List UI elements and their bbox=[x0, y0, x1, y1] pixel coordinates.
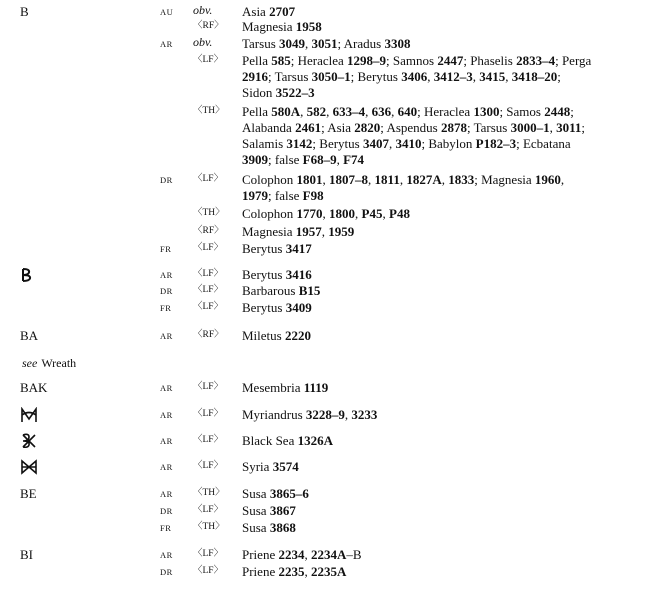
type-code: 〈RF〉 bbox=[193, 330, 224, 340]
type-code: 〈TH〉 bbox=[193, 488, 225, 498]
type-code: 〈LF〉 bbox=[193, 382, 224, 392]
entry-heading: B bbox=[20, 4, 29, 19]
entry-references: Berytus 3417 bbox=[242, 241, 312, 256]
entry-references: Miletus 2220 bbox=[242, 328, 311, 343]
type-code: 〈LF〉 bbox=[193, 55, 224, 65]
see-reference bbox=[22, 356, 76, 371]
mono-2-monogram-icon bbox=[20, 433, 38, 449]
see-label: see bbox=[22, 356, 38, 370]
entry-references: Alabanda 2461; Asia 2820; Aspendus 2878; Tarsus 3000–1, 3011; bbox=[242, 120, 586, 135]
type-code: 〈TH〉 bbox=[193, 106, 225, 116]
type-code: 〈LF〉 bbox=[193, 409, 224, 419]
metal-code: AR bbox=[160, 331, 173, 341]
entry-references: Priene 2234, 2234A–B bbox=[242, 547, 362, 562]
entry-references: 2916; Tarsus 3050–1; Berytus 3406, 3412–3, 3415, 3418–20; bbox=[242, 69, 561, 84]
metal-code: DR bbox=[160, 506, 173, 516]
entry-references: Pella 585; Heraclea 1298–9; Samnos 2447; Phaselis 2833–4; Perga bbox=[242, 53, 592, 68]
entry-references: Magnesia 1957, 1959 bbox=[242, 224, 355, 239]
type-code: 〈TH〉 bbox=[193, 208, 225, 218]
entry-references: Priene 2235, 2235A bbox=[242, 564, 347, 579]
entry-references: Susa 3867 bbox=[242, 503, 296, 518]
entry-references: Pella 580A, 582, 633–4, 636, 640; Heraclea 1300; Samos 2448; bbox=[242, 104, 574, 119]
entry-references: 1979; false F98 bbox=[242, 188, 324, 203]
metal-code: DR bbox=[160, 286, 173, 296]
see-target: Wreath bbox=[41, 356, 77, 370]
metal-code: AR bbox=[160, 410, 173, 420]
entry-references: Susa 3868 bbox=[242, 520, 296, 535]
metal-code: AR bbox=[160, 39, 173, 49]
entry-references: Susa 3865–6 bbox=[242, 486, 309, 501]
metal-code: AR bbox=[160, 489, 173, 499]
entry-heading: BE bbox=[20, 486, 37, 501]
type-code: 〈RF〉 bbox=[193, 226, 224, 236]
type-code: 〈LF〉 bbox=[193, 285, 224, 295]
type-code: 〈LF〉 bbox=[193, 566, 224, 576]
entry-heading: BAK bbox=[20, 380, 48, 395]
type-code: 〈LF〉 bbox=[193, 269, 224, 279]
metal-code: DR bbox=[160, 567, 173, 577]
metal-code: AR bbox=[160, 270, 173, 280]
entry-references: Black Sea 1326A bbox=[242, 433, 333, 448]
type-code: 〈TH〉 bbox=[193, 522, 225, 532]
entry-references: Berytus 3416 bbox=[242, 267, 312, 282]
type-code: obv. bbox=[193, 3, 213, 17]
entry-references: Syria 3574 bbox=[242, 459, 299, 474]
b-mono-monogram-icon bbox=[20, 267, 38, 283]
type-code: obv. bbox=[193, 35, 213, 49]
mono-1-monogram-icon bbox=[20, 407, 38, 423]
entry-references: Sidon 3522–3 bbox=[242, 85, 315, 100]
metal-code: FR bbox=[160, 303, 172, 313]
entry-references: Tarsus 3049, 3051; Aradus 3308 bbox=[242, 36, 411, 51]
entry-references: Barbarous B15 bbox=[242, 283, 321, 298]
metal-code: FR bbox=[160, 244, 172, 254]
entry-references: Salamis 3142; Berytus 3407, 3410; Babylon P182–3; Ecbatana bbox=[242, 136, 571, 151]
entry-references: Myriandrus 3228–9, 3233 bbox=[242, 407, 378, 422]
metal-code: AR bbox=[160, 550, 173, 560]
entry-references: Colophon 1801, 1807–8, 1811, 1827A, 1833; Magnesia 1960, bbox=[242, 172, 565, 187]
mono-3-monogram-icon bbox=[20, 459, 38, 475]
type-code: 〈LF〉 bbox=[193, 435, 224, 445]
type-code: 〈RF〉 bbox=[193, 21, 224, 31]
entry-heading: BA bbox=[20, 328, 39, 343]
entry-references: Colophon 1770, 1800, P45, P48 bbox=[242, 206, 410, 221]
entry-references: Mesembria 1119 bbox=[242, 380, 329, 395]
metal-code: AR bbox=[160, 462, 173, 472]
metal-code: FR bbox=[160, 523, 172, 533]
type-code: 〈LF〉 bbox=[193, 302, 224, 312]
entry-references: Magnesia 1958 bbox=[242, 19, 322, 34]
type-code: 〈LF〉 bbox=[193, 243, 224, 253]
type-code: 〈LF〉 bbox=[193, 549, 224, 559]
metal-code: AR bbox=[160, 383, 173, 393]
type-code: 〈LF〉 bbox=[193, 461, 224, 471]
type-code: 〈LF〉 bbox=[193, 505, 224, 515]
metal-code: DR bbox=[160, 175, 173, 185]
entry-references: Asia 2707 bbox=[242, 4, 296, 19]
type-code: 〈LF〉 bbox=[193, 174, 224, 184]
entry-heading: BI bbox=[20, 547, 33, 562]
metal-code: AR bbox=[160, 436, 173, 446]
metal-code: AU bbox=[160, 7, 174, 17]
entry-references: Berytus 3409 bbox=[242, 300, 312, 315]
entry-references: 3909; false F68–9, F74 bbox=[242, 152, 365, 167]
